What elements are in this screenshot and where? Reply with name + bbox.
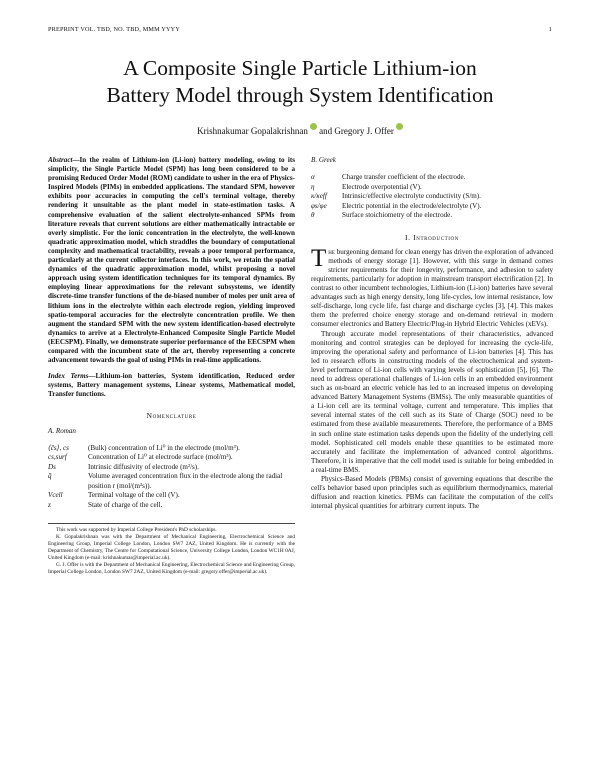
right-column (311, 156, 553, 511)
intro-smallcaps: he (328, 247, 335, 256)
nomenclature-description: Electric potential in the electrode/electrolyte (V). (342, 201, 482, 210)
nomenclature-description: Terminal voltage of the cell (V). (88, 491, 180, 500)
index-terms-lead: Index Terms (48, 372, 89, 381)
nomenclature-symbol: κ/κeff (311, 192, 327, 201)
abstract (48, 156, 295, 365)
index-terms (48, 372, 295, 399)
index-terms-text: —Lithium-ion batteries, System identification, Reduced order systems, Battery management systems, Linear systems, Mathematical model, Transfer functions. (48, 372, 296, 399)
intro-paragraph (311, 244, 553, 330)
nomenclature-symbol: cs,surf (48, 453, 67, 462)
abstract-text: —In the realm of Lithium-ion (Li-ion) battery modeling, owing to its simplicity, the Single Particle Model (SPM) has long been considered to be a promising Reduced Order Model (ROM) candidate to usher in the era of Physics-Inspired Models (PIMs) in embedded applications. The standard SPM, however exhibits poor accuracies in computing the cell's terminal voltage, thereby rendering it unsuitable as the plant model in state-estimation tasks. A comprehensive evaluation of the salient electrolyte-enhanced SPMs from literature reveals that current solutions are either mathematically intractable or overly simplistic. For the ionic concentration in the electrolyte, the well-known quadratic approximation model, which straddles the boundary of computational complexity and mathematical tractability, reveals a poor temporal performance, particularly at the current collector interfaces. In this work, we retain the spatial dynamics of the quadratic approximation model, whilst proposing a novel approach using system identification techniques for its temporal dynamics. By employing linear approximations for the relevant subsystems, we identify discrete-time transfer functions of the de-biased number of moles per unit area of lithium ions in the electrolyte within each electrode region, yielding improved spatio-temporal accuracies for the electrolyte concentration profile. We then augment the standard SPM with the new system identification-based electrolyte dynamics to arrive at a Electrolyte-Enhanced Composite Single Particle Model (EECSPM). Finally, we demonstrate superior performance of the EECSPM when compared with the incumbent state of the art, thereby representing a concrete advancement towards the goal of using PIMs in real-time applications. (48, 156, 295, 365)
drop-cap: T (311, 244, 327, 272)
nomenclature-symbol: q̄ (48, 472, 52, 481)
title-line-1: A Composite Single Particle Lithium-ion (123, 56, 477, 80)
footnote-author-2: G. J. Offer is with the Department of Mechanical Engineering, Electrochemical Science and Engineering Group, Imperial College London, London SW7 2AZ, United Kingdom (e-mail: gregory.offer@imperial.ac.uk). (48, 562, 295, 575)
nomenclature-symbol: Ds (48, 462, 56, 471)
author-list (40, 123, 560, 136)
nomenclature-symbol: ⟨c̄s⟩, cs (48, 443, 69, 452)
author-1: Krishnakumar Gopalakrishnan (197, 126, 308, 136)
nomenclature-symbol: Vcell (48, 491, 63, 500)
nomenclature-description: Charge transfer coefficient of the electrode. (342, 173, 466, 182)
page-number: 1 (548, 26, 552, 33)
nomenclature-symbol: z (48, 500, 51, 509)
nomenclature-symbol: η (311, 182, 315, 191)
greek-symbol-list (311, 173, 553, 220)
nomenclature-heading: Nomenclature (146, 411, 197, 421)
nomenclature-symbol: α (311, 173, 315, 182)
nomenclature-description: Concentration of Li⁰ at electrode surface (mol/m³). (88, 453, 233, 462)
title-line-2: Battery Model through System Identification (106, 83, 494, 107)
footnote-funding: This work was supported by Imperial College President's PhD scholarships. (56, 526, 217, 533)
nomenclature-description: Electrode overpotential (V). (342, 182, 422, 191)
nomenclature-description: Surface stoichiometry of the electrode. (342, 211, 453, 220)
nomenclature-description: State of charge of the cell. (88, 500, 163, 509)
intro-paragraph: Through accurate model representations of their characteristics, advanced monitoring and control strategies can be deployed for increasing the cycle-life, improving the operational safety and performance of Li-ion batteries [4]. This has led to research efforts in constructing models of the electrochemical and system-level performance of Li-ion cells with varying levels of sophistication [5], [6]. The need to address operational challenges of Li-ion cells in an embedded environment such as on-board an electric vehicle has led to an increased impetus on developing advanced Battery Management Systems (BMSs). The only measurable quantities of a Li-ion cell are its terminal voltage, current and temperature. This implies that several internal states of the cell such as its State of Charge (SOC) need to be estimated from these available measurements. Therefore, the performance of a BMS in such online state estimation tasks depends upon the fidelity of the underlying cell model. Sophisticated cell models enable these quantities to be estimated more accurately and facilitate the implementation of advanced control algorithms. Therefore, it is imperative that the cell model used is suitable for being embedded in a real-time BMS. (311, 329, 553, 474)
footnote (48, 523, 295, 576)
footnote-author-1: K. Gopalakrishnan was with the Department of Mechanical Engineering, Electrochemical Science and Engineering Group, Imperial College London, London SW7 2AZ, United Kingdom. He is currently with the Department of Chemistry, The Centre for Computational Science, University College London, London WC1H 0AJ, United Kingdom (e-mail: krishnakumar@imperial.ac.uk). (48, 534, 295, 561)
intro-paragraph: Physics-Based Models (PBMs) consist of governing equations that describe the cell's behavior based upon principles such as equilibrium thermodynamics, material diffusion and reaction kinetics. PBMs can facilitate the computation of the cell's internal physical quantities for arbitrary current inputs. The (311, 475, 553, 511)
running-header (48, 26, 552, 33)
author-2: Gregory J. Offer (334, 126, 394, 136)
nomenclature-description: Volume averaged concentration flux in the electrode along the radial position r (mol/(m²s)). (88, 472, 283, 490)
intro-text: burgeoning demand for clean energy has driven the exploration of advanced methods of energy storage [1]. However, with this surge in demand comes stricter requirements for their longevity, performance, and adhesion to safety requirements, particularly for adoption in mainstream transport electrification [2]. In contrast to other incumbent technologies, Lithium-ion (Li-ion) batteries have several advantages such as high energy density, long life-cycles, low internal resistance, low self-discharge, long cycle life, fast charge and discharge cycles [3], [4]. This makes them the preferred choice energy storage and on-demand retrieval in modern consumer electronics and Battery Electric/Plug-in Hybrid Electric Vehicles (xEVs). (311, 247, 553, 329)
author-separator: and (316, 126, 335, 136)
journal-info: PREPRINT VOL. TBD, NO. TBD, MMM YYYY (48, 26, 180, 33)
roman-symbol-list (48, 444, 295, 510)
nomenclature-description: Intrinsic/effective electrolyte conductivity (S/m). (342, 192, 481, 201)
nomenclature-symbol: φs/φe (311, 201, 327, 210)
abstract-lead: Abstract (48, 156, 73, 164)
left-column (48, 156, 295, 577)
paper-title (40, 55, 560, 109)
roman-subheading: A. Roman (48, 426, 76, 435)
nomenclature-description: (Bulk) concentration of Li⁰ in the electrode (mol/m³). (88, 443, 240, 452)
nomenclature-description: Intrinsic diffusivity of electrode (m²/s). (88, 462, 199, 471)
introduction-body (311, 244, 553, 512)
nomenclature-symbol: θ (311, 211, 315, 220)
orcid-icon[interactable] (396, 123, 403, 130)
orcid-icon[interactable] (310, 123, 317, 130)
introduction-heading: I. Introduction (405, 232, 459, 242)
greek-subheading: B. Greek (311, 156, 336, 164)
